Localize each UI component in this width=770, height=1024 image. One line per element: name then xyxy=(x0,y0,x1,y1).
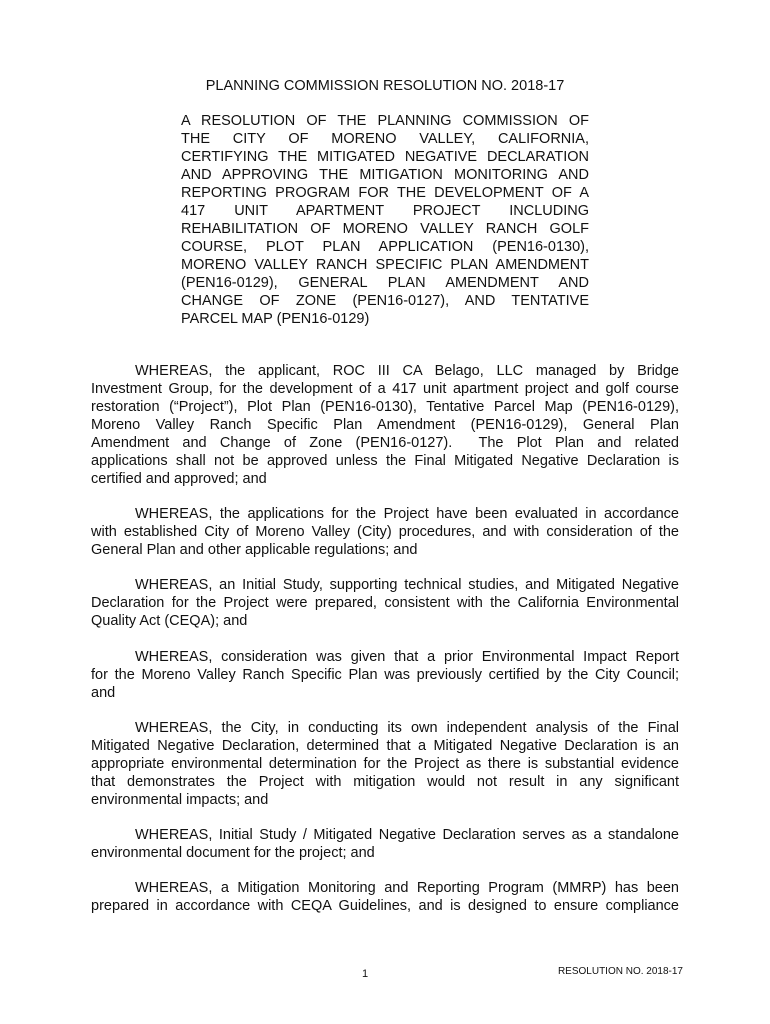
paragraph-line: that demonstrates the Project with mitigation would not result in any significant xyxy=(91,774,679,790)
paragraph-line: restoration (“Project”), Plot Plan (PEN16-0130), Tentative Parcel Map (PEN16-0129), xyxy=(91,399,679,415)
paragraph-line: Mitigated Negative Declaration, determined that a Mitigated Negative Declaration is an xyxy=(91,738,679,754)
caption-line: CERTIFYING THE MITIGATED NEGATIVE DECLARATION xyxy=(181,149,589,165)
caption-line: THE CITY OF MORENO VALLEY, CALIFORNIA, xyxy=(181,131,589,147)
paragraph-line: WHEREAS, the City, in conducting its own independent analysis of the Final xyxy=(135,720,679,736)
whereas-paragraph xyxy=(91,576,679,630)
caption-line: 417 UNIT APARTMENT PROJECT INCLUDING xyxy=(181,203,589,219)
caption-line: AND APPROVING THE MITIGATION MONITORING AND xyxy=(181,167,589,183)
whereas-paragraph xyxy=(91,826,679,862)
paragraph-line: WHEREAS, a Mitigation Monitoring and Reporting Program (MMRP) has been xyxy=(135,880,679,896)
paragraph-line: appropriate environmental determination for the Project as there is substantial evidence xyxy=(91,756,679,772)
whereas-paragraph xyxy=(91,719,679,809)
paragraph-line: environmental impacts; and xyxy=(91,792,269,808)
paragraph-line: certified and approved; and xyxy=(91,471,267,487)
paragraph-line: prepared in accordance with CEQA Guidelines, and is designed to ensure compliance xyxy=(91,898,679,914)
paragraph-line: WHEREAS, the applicant, ROC III CA Belago, LLC managed by Bridge xyxy=(135,363,679,379)
caption-line: PARCEL MAP (PEN16-0129) xyxy=(181,311,370,327)
paragraph-line: and xyxy=(91,685,116,701)
paragraph-line: Investment Group, for the development of a 417 unit apartment project and golf course xyxy=(91,381,679,397)
page-number: 1 xyxy=(361,968,369,980)
paragraph-line: WHEREAS, Initial Study / Mitigated Negative Declaration serves as a standalone xyxy=(135,827,679,843)
caption-line: A RESOLUTION OF THE PLANNING COMMISSION OF xyxy=(181,113,589,129)
paragraph-line: General Plan and other applicable regulations; and xyxy=(91,542,418,558)
paragraph-line: applications shall not be approved unless the Final Mitigated Negative Declaration is xyxy=(91,453,679,469)
paragraph-line: WHEREAS, an Initial Study, supporting technical studies, and Mitigated Negative xyxy=(135,577,679,593)
paragraph-line: WHEREAS, the applications for the Project have been evaluated in accordance xyxy=(135,506,679,522)
caption-line: COURSE, PLOT PLAN APPLICATION (PEN16-0130), xyxy=(181,239,589,255)
caption-line: REHABILITATION OF MORENO VALLEY RANCH GOLF xyxy=(181,221,589,237)
paragraph-line: WHEREAS, consideration was given that a prior Environmental Impact Report xyxy=(135,649,679,665)
resolution-caption xyxy=(181,112,589,328)
paragraph-line: Amendment and Change of Zone (PEN16-0127). The Plot Plan and related xyxy=(91,435,679,451)
caption-line: MORENO VALLEY RANCH SPECIFIC PLAN AMENDMENT xyxy=(181,257,589,273)
resolution-title: PLANNING COMMISSION RESOLUTION NO. 2018-17 xyxy=(205,78,565,94)
paragraph-line: for the Moreno Valley Ranch Specific Plan was previously certified by the City Council; xyxy=(91,667,679,683)
paragraph-line: Quality Act (CEQA); and xyxy=(91,613,248,629)
paragraph-line: with established City of Moreno Valley (City) procedures, and with consideration of the xyxy=(91,524,679,540)
paragraph-line: Moreno Valley Ranch Specific Plan Amendment (PEN16-0129), General Plan xyxy=(91,417,679,433)
caption-line: REPORTING PROGRAM FOR THE DEVELOPMENT OF A xyxy=(181,185,589,201)
paragraph-line: environmental document for the project; and xyxy=(91,845,375,861)
whereas-paragraph xyxy=(91,879,679,915)
paragraph-line: Declaration for the Project were prepared, consistent with the California Environmental xyxy=(91,595,679,611)
caption-line: (PEN16-0129), GENERAL PLAN AMENDMENT AND xyxy=(181,275,589,291)
caption-line: CHANGE OF ZONE (PEN16-0127), AND TENTATIVE xyxy=(181,293,589,309)
footer-resolution-label: RESOLUTION NO. 2018-17 xyxy=(557,966,683,977)
whereas-paragraph xyxy=(91,648,679,702)
whereas-paragraph xyxy=(91,362,679,488)
whereas-paragraph xyxy=(91,505,679,559)
